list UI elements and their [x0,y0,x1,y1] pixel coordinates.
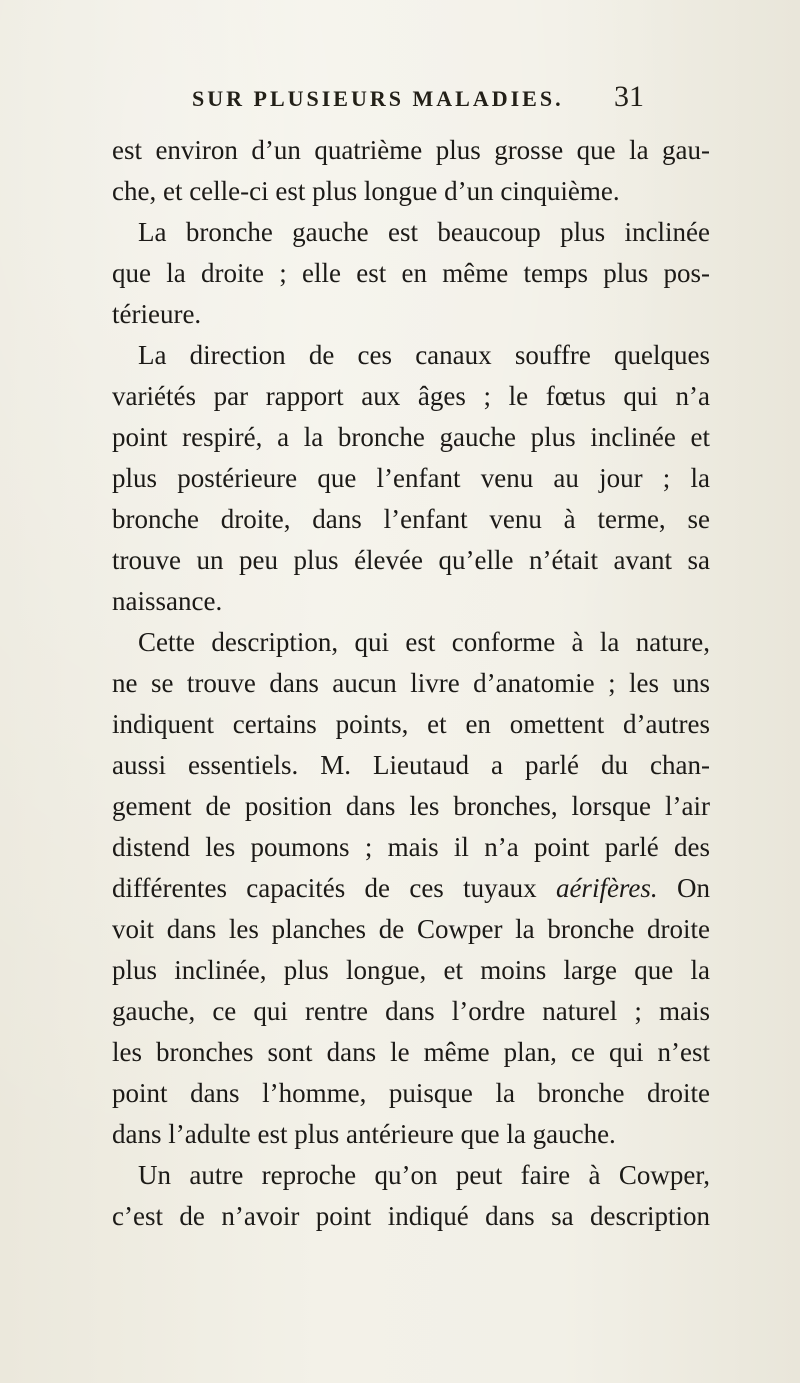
text-line [112,1114,710,1155]
text-line [112,827,710,868]
line-text: trouve un peu plus élevée qu’elle n’était avant sa [112,545,710,575]
text-line [112,540,710,581]
line-text: voit dans les planches de Cowper la bronche droite [112,914,710,944]
line-text: Un autre reproche qu’on peut faire à Cowper, [138,1160,710,1190]
line-text: point respiré, a la bronche gauche plus inclinée et [112,422,710,452]
line-text: aussi essentiels. M. Lieutaud a parlé du chan- [112,750,710,780]
text-line [112,909,710,950]
text-line [112,1073,710,1114]
line-text: Cette description, qui est conforme à la nature, [138,627,710,657]
text-line [112,212,710,253]
text-line [112,663,710,704]
text-line [112,1196,710,1237]
text-line [112,376,710,417]
text-line [112,171,710,212]
text-line [112,786,710,827]
line-text: c’est de n’avoir point indiqué dans sa description [112,1201,710,1231]
line-text: dans l’adulte est plus antérieure que la gauche. [112,1119,616,1149]
line-text: variétés par rapport aux âges ; le fœtus qui n’a [112,381,710,411]
line-text: différentes capacités de ces tuyaux [112,873,537,903]
line-text: térieure. [112,299,202,329]
line-text: che, et celle-ci est plus longue d’un cinquième. [112,176,620,206]
text-line [112,868,710,909]
text-line [112,704,710,745]
text-line [112,417,710,458]
line-text: indiquent certains points, et en omettent d’autres [112,709,710,739]
line-text: bronche droite, dans l’enfant venu à terme, se [112,504,710,534]
body-text [112,130,710,1237]
page-number: 31 [614,80,644,113]
line-text-tail: On [657,873,711,903]
line-text: est environ d’un quatrième plus grosse que la gau- [112,135,710,165]
text-line [112,581,710,622]
text-line [112,294,710,335]
line-text: ne se trouve dans aucun livre d’anatomie ; les uns [112,668,710,698]
line-text: distend les poumons ; mais il n’a point parlé des [112,832,710,862]
line-text: les bronches sont dans le même plan, ce qui n’est [112,1037,710,1067]
line-text: que la droite ; elle est en même temps plus pos- [112,258,710,288]
line-text: La direction de ces canaux souffre quelques [138,340,710,370]
line-text: gauche, ce qui rentre dans l’ordre naturel ; mais [112,996,710,1026]
text-line [112,458,710,499]
text-line [112,745,710,786]
text-line [112,335,710,376]
text-line [112,950,710,991]
text-line [112,1155,710,1196]
italic-term: aérifères. [555,873,658,903]
line-text: gement de position dans les bronches, lorsque l’air [112,791,710,821]
text-line [112,499,710,540]
text-line [112,622,710,663]
line-text: plus inclinée, plus longue, et moins large que la [112,955,710,985]
line-text: naissance. [112,586,223,616]
text-line [112,130,710,171]
page-header [192,80,644,126]
line-text: point dans l’homme, puisque la bronche droite [112,1078,710,1108]
line-text: plus postérieure que l’enfant venu au jour ; la [112,463,710,493]
text-line [112,253,710,294]
running-title: SUR PLUSIEURS MALADIES. [192,86,564,111]
text-line [112,1032,710,1073]
text-line [112,991,710,1032]
line-text: La bronche gauche est beaucoup plus inclinée [138,217,710,247]
